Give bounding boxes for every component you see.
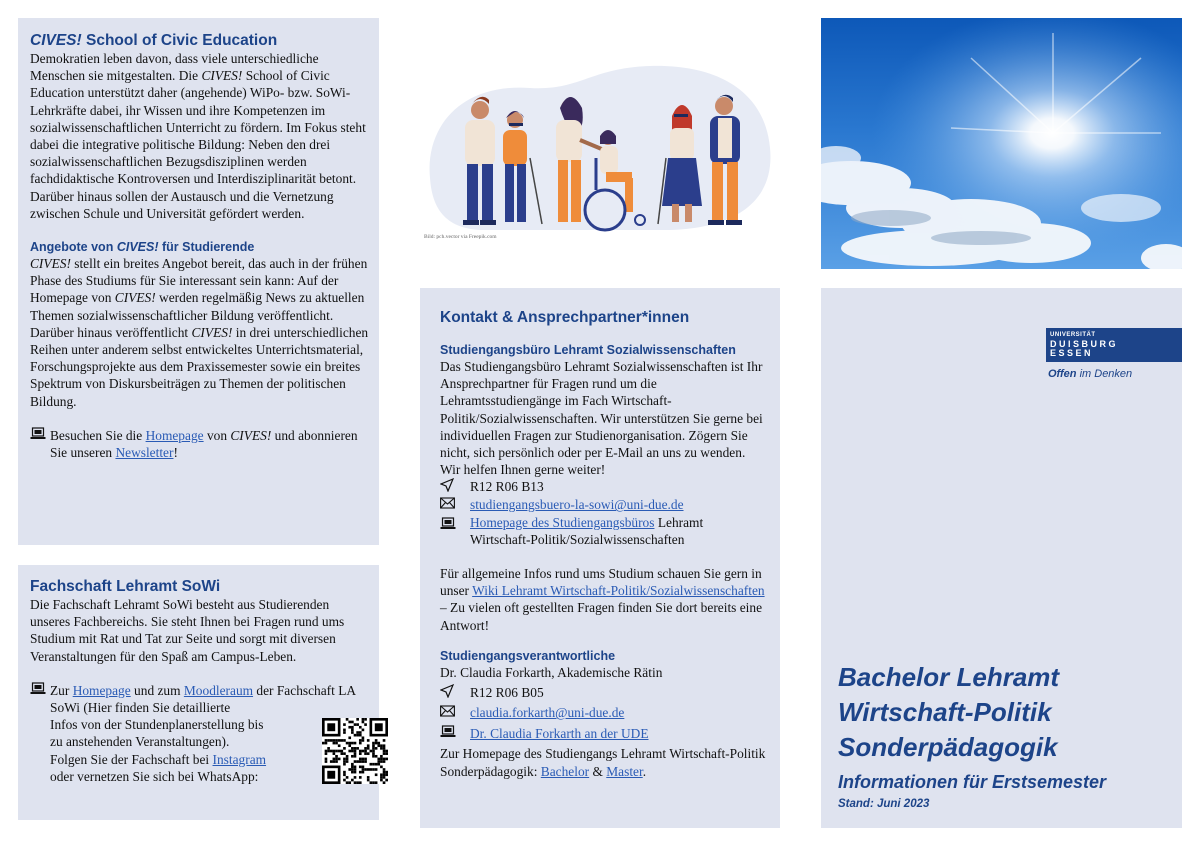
resp-homepage: Zur Homepage des Studiengangs Lehramt Wirtschaft-Politik Sonderpädagogik: Bachelor & Master. xyxy=(440,746,766,779)
cives-homepage-link[interactable]: Homepage xyxy=(145,427,204,443)
office-homepage: Homepage des Studiengangsbüros Lehramt Wirtschaft-Politik/Sozialwissenschaften xyxy=(440,514,766,548)
cives-offers-heading: Angebote von CIVES! für Studierende xyxy=(30,240,255,255)
fachschaft-intro: Die Fachschaft Lehramt SoWi besteht aus Studierenden unseres Fachbereichs. Sie steht Ihnen bei Fragen rund ums Studium mit Rat und Tat zur Seite und sorgt mit diversen Veranstaltungen für den Spaß am Campus-Leben. xyxy=(30,597,345,664)
cives-newsletter-link[interactable]: Newsletter xyxy=(115,445,174,461)
resp-heading: Studiengangsverantwortliche xyxy=(440,648,616,663)
location-arrow-icon xyxy=(440,684,460,702)
office-homepage-link[interactable]: Homepage des Studiengangsbüros xyxy=(470,514,655,530)
cives-title: CIVES! School of Civic Education xyxy=(30,32,278,49)
kontakt-title: Kontakt & Ansprechpartner*innen xyxy=(440,309,690,326)
resp-profile-link[interactable]: Dr. Claudia Forkarth an der UDE xyxy=(470,726,649,742)
office-email-link[interactable]: studiengangsbuero-la-sowi@uni-due.de xyxy=(470,497,684,513)
bachelor-link[interactable]: Bachelor xyxy=(540,763,590,779)
master-link[interactable]: Master xyxy=(606,763,643,779)
resp-profile xyxy=(440,725,766,742)
office-text: Das Studiengangsbüro Lehramt Sozialwissenschaften ist Ihr Ansprechpartner für Fragen rund um die Lehramtsstudiengänge im Fach Wirtschaft-Politik/Sozialwissenschaften. Wir unterstützen Sie gerne bei individuellen Fragen zur Studienorganisation. Zögern Sie nicht, sich persönlich oder per E-Mail an uns zu wenden. Wir helfen Ihnen gerne weiter! xyxy=(440,359,763,478)
cives-offers-text: CIVES! stellt ein breites Angebot bereit, das auch in der frühen Phase des Studiums für Sie interessant sein kann: Auf der Homepage von CIVES! werden regelmäßig News zu aktuellen Themen sozialwissenschaftlicher Bildung veröffentlicht. Darüber hinaus veröffentlicht CIVES! in drei unterschiedlichen Reihen unter anderem selbst entwickeltes Unterrichtsmaterial, Forschungsprojekte aus dem Praxissemester sowie ein breites Spektrum von Diskursbeiträgen zu Themen der politischen Bildung. xyxy=(30,256,369,409)
ude-slogan: Offen im Denken xyxy=(1048,368,1133,380)
cover-panel xyxy=(821,288,1182,828)
kontakt-panel xyxy=(420,288,780,828)
resp-room: R12 R06 B05 xyxy=(440,684,766,702)
location-arrow-icon xyxy=(440,478,460,496)
resp-email xyxy=(440,704,766,721)
ude-logo: UNIVERSITÄT DUISBURG ESSEN xyxy=(1046,328,1182,362)
envelope-icon xyxy=(440,496,460,513)
sky-photo xyxy=(821,18,1182,269)
inclusion-illustration xyxy=(420,58,780,244)
image-credit: Bild: pch.vector via Freepik.com xyxy=(424,234,497,240)
fachschaft-instagram-link[interactable]: Instagram xyxy=(212,751,267,767)
laptop-icon xyxy=(440,514,460,534)
office-email xyxy=(440,496,766,513)
fachschaft-moodle-link[interactable]: Moodleraum xyxy=(183,682,254,698)
fachschaft-homepage-link[interactable]: Homepage xyxy=(72,682,131,698)
wiki-text: Für allgemeine Infos rund ums Studium schauen Sie gern in unser Wiki Lehramt Wirtschaft-Politik/Sozialwissenschaften – Zu vielen oft gestellten Fragen finden Sie dort bereits eine Antwort! xyxy=(440,566,765,633)
resp-name: Dr. Claudia Forkarth, Akademische Rätin xyxy=(440,664,663,680)
cover-title: Bachelor Lehramt Wirtschaft-Politik Sonderpädagogik xyxy=(838,662,1060,762)
wiki-link[interactable]: Wiki Lehramt Wirtschaft-Politik/Sozialwissenschaften xyxy=(472,583,765,599)
laptop-icon xyxy=(30,682,50,699)
whatsapp-qr-code-icon[interactable] xyxy=(322,718,388,784)
office-room: R12 R06 B13 xyxy=(440,478,766,496)
laptop-icon xyxy=(30,427,50,444)
fachschaft-links: Zur Homepage und zum Moodleraum der Fachschaft LA SoWi (Hier finden Sie detaillierte Infos von der Stundenplanerstellung bis zu anstehenden Veranstaltungen). Folgen Sie der Fachschaft bei Instagram oder vernetzen Sie sich bei WhatsApp: xyxy=(30,682,369,785)
envelope-icon xyxy=(440,704,460,721)
cover-date: Stand: Juni 2023 xyxy=(838,798,930,810)
resp-email-link[interactable]: claudia.forkarth@uni-due.de xyxy=(470,705,625,721)
cover-subtitle: Informationen für Erstsemester xyxy=(838,772,1107,792)
fachschaft-title: Fachschaft Lehramt SoWi xyxy=(30,578,221,595)
cives-intro: Demokratien leben davon, dass viele unterschiedliche Menschen sie mitgestalten. Die CIVES! School of Civic Education unterstützt daher (angehende) WiPo- bzw. SoWi-Lehrkräfte dabei, ihr Wissen und ihre Kompetenzen im sozialwissenschaftlichen Unterricht zu fördern. Im Fokus steht dabei die integrative politische Bildung: Neben den drei sozialwissenschaftlichen Bezugsdisziplinen werden fachdidaktische Kontroversen und Interdisziplinarität betont. Darüber hinaus sollen der Austausch und die Vernetzung zwischen Schule und Universität gefördert werden. xyxy=(30,51,366,221)
cives-panel xyxy=(18,18,379,545)
fachschaft-panel xyxy=(18,565,379,820)
laptop-icon xyxy=(440,725,460,742)
office-heading: Studiengangsbüro Lehramt Sozialwissenschaften xyxy=(440,343,736,357)
cives-visit: Besuchen Sie die Homepage von CIVES! und abonnieren Sie unseren Newsletter! xyxy=(30,427,369,461)
